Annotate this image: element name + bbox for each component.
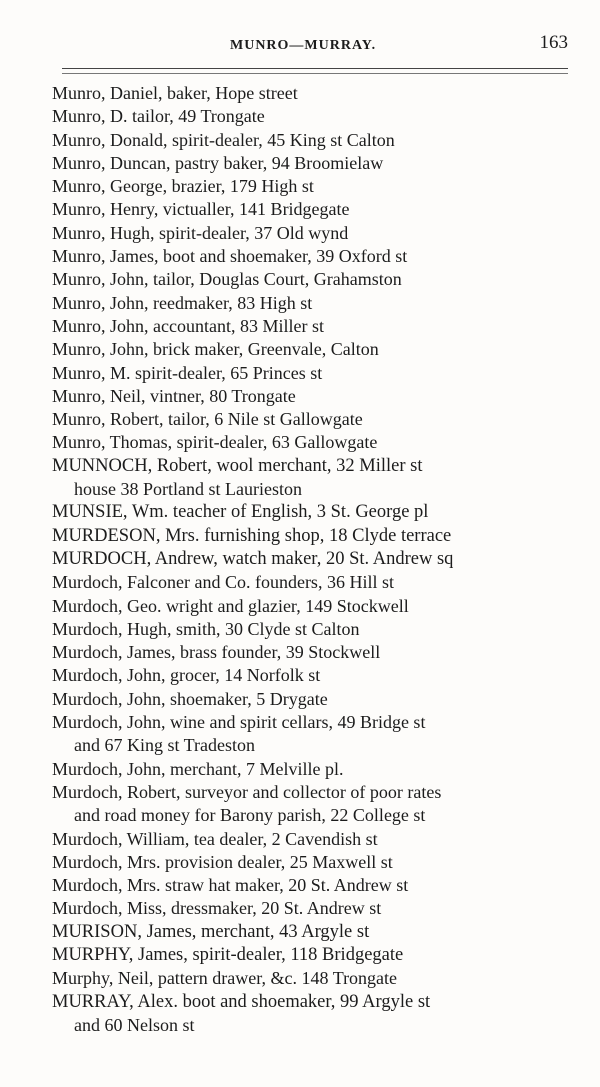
- entry: Munro, John, tailor, Douglas Court, Grahamston: [52, 269, 402, 290]
- entry: MURISON, James, merchant, 43 Argyle st: [52, 921, 370, 942]
- entry: MURDESON, Mrs. furnishing shop, 18 Clyde terrace: [52, 525, 452, 546]
- entry: Munro, Robert, tailor, 6 Nile st Gallowgate: [52, 409, 363, 430]
- entry: Munro, Donald, spirit-dealer, 45 King st Calton: [52, 129, 395, 150]
- entry: Munro, Thomas, spirit-dealer, 63 Gallowgate: [52, 432, 378, 453]
- entry-continuation: and 60 Nelson st: [74, 1014, 195, 1035]
- entry: Munro, D. tailor, 49 Trongate: [52, 106, 265, 127]
- entry: Munro, M. spirit-dealer, 65 Princes st: [52, 362, 323, 383]
- directory-entries: [52, 82, 572, 1037]
- page-title: MUNRO—MURRAY.: [230, 38, 377, 53]
- entry: Murdoch, James, brass founder, 39 Stockwell: [52, 642, 381, 663]
- entry: Murphy, Neil, pattern drawer, &c. 148 Trongate: [52, 968, 398, 989]
- entry: MUNSIE, Wm. teacher of English, 3 St. George pl: [52, 502, 429, 523]
- entry: Murdoch, Hugh, smith, 30 Clyde st Calton: [52, 618, 360, 639]
- entry: Munro, George, brazier, 179 High st: [52, 176, 314, 197]
- header-rule: [62, 68, 568, 74]
- entry: Munro, Henry, victualler, 141 Bridgegate: [52, 199, 350, 220]
- entry: Murdoch, Mrs. provision dealer, 25 Maxwell st: [52, 851, 393, 872]
- entry: Murdoch, Falconer and Co. founders, 36 Hill st: [52, 572, 394, 593]
- entry: Murdoch, Miss, dressmaker, 20 St. Andrew st: [52, 898, 382, 919]
- entry: Munro, Hugh, spirit-dealer, 37 Old wynd: [52, 222, 349, 243]
- entry: Murdoch, William, tea dealer, 2 Cavendish st: [52, 828, 378, 849]
- entry: MURRAY, Alex. boot and shoemaker, 99 Argyle st: [52, 991, 431, 1012]
- entry: Murdoch, John, merchant, 7 Melville pl.: [52, 758, 344, 779]
- entry: Murdoch, John, wine and spirit cellars, 49 Bridge st: [52, 712, 426, 733]
- entry: Munro, Neil, vintner, 80 Trongate: [52, 385, 296, 406]
- entry: Murdoch, Mrs. straw hat maker, 20 St. Andrew st: [52, 875, 409, 896]
- entry: MURPHY, James, spirit-dealer, 118 Bridgegate: [52, 944, 404, 965]
- entry: Munro, Daniel, baker, Hope street: [52, 83, 298, 103]
- entry: Munro, John, reedmaker, 83 High st: [52, 292, 313, 313]
- entry-continuation: and 67 King st Tradeston: [74, 735, 256, 756]
- running-head: [60, 32, 570, 60]
- entry-continuation: house 38 Portland st Laurieston: [74, 479, 302, 500]
- entry-continuation: and road money for Barony parish, 22 College st: [74, 805, 426, 826]
- page-number: 163: [539, 32, 568, 53]
- entry: Munro, John, accountant, 83 Miller st: [52, 315, 324, 336]
- entry: Munro, John, brick maker, Greenvale, Calton: [52, 339, 379, 360]
- entry: Murdoch, John, grocer, 14 Norfolk st: [52, 665, 321, 686]
- entry: MUNNOCH, Robert, wool merchant, 32 Miller st: [52, 455, 423, 476]
- entry: Murdoch, Robert, surveyor and collector of poor rates: [52, 781, 442, 802]
- entry: MURDOCH, Andrew, watch maker, 20 St. Andrew sq: [52, 548, 454, 569]
- entry: Munro, Duncan, pastry baker, 94 Broomielaw: [52, 152, 384, 173]
- entry: Murdoch, Geo. wright and glazier, 149 Stockwell: [52, 595, 409, 616]
- entry: Munro, James, boot and shoemaker, 39 Oxford st: [52, 246, 408, 267]
- entry: Murdoch, John, shoemaker, 5 Drygate: [52, 688, 328, 709]
